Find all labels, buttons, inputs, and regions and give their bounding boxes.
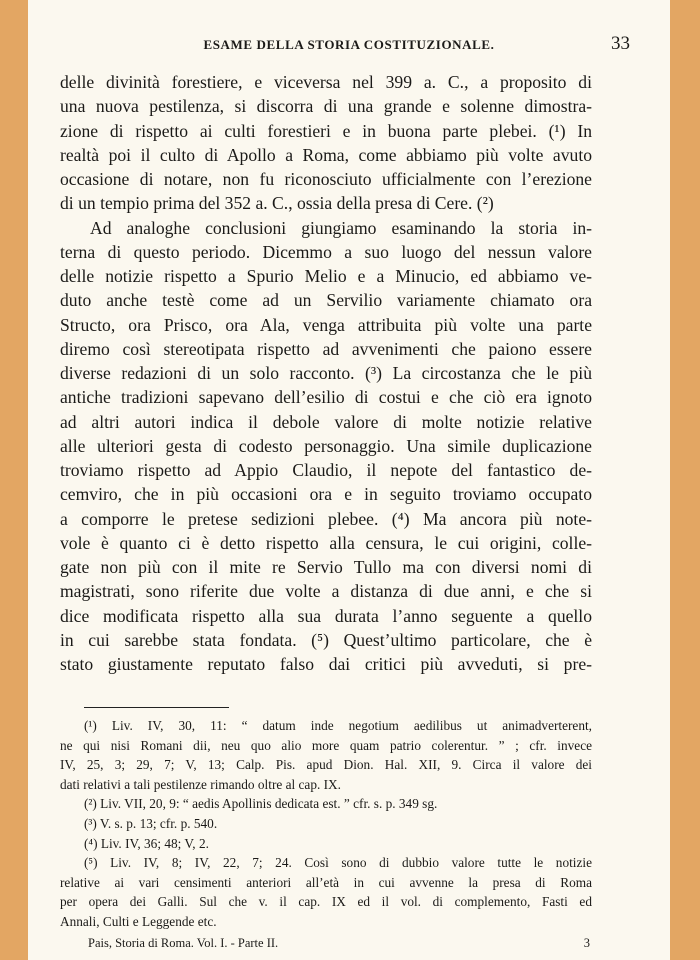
body-line: vole è quanto ci è detto rispetto alla censura, le cui origini, colle-: [60, 532, 592, 553]
body-line: troviamo rispetto ad Appio Claudio, il nepote del fantastico de-: [60, 460, 592, 480]
body-line: magistrati, sono riferite due volte a distanza di due anni, e che si: [60, 581, 592, 602]
body-line: alle ulteriori gesta di codesto personaggio. Una simile duplicazione: [60, 435, 592, 456]
body-text: [60, 70, 592, 676]
footnote-line: (²) Liv. VII, 20, 9: “ aedis Apollinis dedicata est. ” cfr. s. p. 349 sg.: [84, 796, 438, 812]
body-line: Structo, ora Prisco, ora Ala, venga attribuita più volte una parte: [60, 314, 592, 335]
footnote-line: relative ai vari censimenti anteriori all’età in cui avvenne la presa di Roma: [60, 874, 592, 890]
running-title: ESAME DELLA STORIA COSTITUZIONALE.: [203, 37, 495, 52]
body-line: stato giustamente reputato falso dai critici più avveduti, si pre-: [60, 654, 592, 674]
footnote-line: (¹) Liv. IV, 30, 11: “ datum inde negotium aedilibus ut animadverterent,: [84, 718, 592, 733]
body-line: diverse redazioni di un solo racconto. (³) La circostanza che le più: [60, 363, 592, 383]
body-line: delle notizie rispetto a Spurio Melio e a Minucio, ed abbiamo ve-: [60, 266, 592, 286]
body-line: dice modificata rispetto alla sua durata l’anno seguente a quello: [60, 605, 592, 626]
body-line: terna di questo periodo. Dicemmo a suo luogo del nessun valore: [60, 241, 592, 262]
footnote-line: (⁴) Liv. IV, 36; 48; V, 2.: [84, 835, 209, 851]
body-line: di un tempio prima del 352 a. C., ossia della presa di Cere. (²): [60, 193, 494, 214]
body-line: a comporre le pretese sedizioni plebee. (⁴) Ma ancora più note-: [60, 508, 592, 529]
body-line: in cui sarebbe stata fondata. (⁵) Quest’ultimo particolare, che è: [60, 629, 592, 650]
footnote-line: dati relativi a tali pestilenze rimando oltre al cap. IX.: [60, 776, 341, 792]
body-line: antiche tradizioni sapevano dell’esilio di costui e che ciò era ignoto: [60, 387, 592, 408]
body-line: zione di rispetto ai culti forestieri e in buona parte plebei. (¹) In: [60, 120, 592, 141]
body-line: delle divinità forestiere, e viceversa nel 399 a. C., a proposito di: [60, 72, 592, 92]
body-line: Ad analoghe conclusioni giungiamo esaminando la storia in-: [90, 217, 592, 238]
body-line: duto anche testè come ad un Servilio variamente chiamato ora: [60, 290, 592, 311]
page-number: 33: [611, 33, 630, 54]
footnote-line: (³) V. s. p. 13; cfr. p. 540.: [84, 815, 218, 831]
footer-citation: Pais, Storia di Roma. Vol. I. - Parte II.: [88, 936, 279, 950]
page-footer: [60, 936, 592, 954]
body-line: gate non più con il mite re Servio Tullo ma con diversi nomi di: [60, 557, 592, 577]
signature-mark: 3: [583, 936, 590, 950]
footnote-line: per opera dei Galli. Sul che v. il cap. IX ed il vol. di complemento, Fasti ed: [60, 894, 592, 910]
body-line: cemviro, che in più occasioni ora e in seguito troviamo occupato: [60, 484, 592, 505]
body-line: ad altri autori indica il debole valore di molte notizie relative: [60, 411, 592, 432]
body-line: occasione di notare, non fu riconosciuto ufficialmente con l’erezione: [60, 169, 592, 189]
book-page: [28, 0, 670, 960]
footnotes: [60, 716, 592, 932]
body-line: realtà poi il culto di Apollo a Roma, come abbiamo più volte avuto: [60, 144, 592, 165]
footnote-line: IV, 25, 3; 29, 7; V, 13; Calp. Pis. apud Dion. Hal. XII, 9. Circa il valore dei: [60, 757, 592, 773]
running-head: [28, 33, 670, 61]
body-line: diremo così stereotipata rispetto ad avvenimenti che paiono essere: [60, 338, 592, 359]
footnote-line: (⁵) Liv. IV, 8; IV, 22, 7; 24. Così sono di dubbio valore tutte le notizie: [84, 855, 592, 871]
footnote-rule: [84, 707, 229, 708]
body-line: una nuova pestilenza, si discorra di una grande e solenne dimostra-: [60, 96, 592, 117]
footnote-line: Annali, Culti e Leggende etc.: [60, 913, 217, 929]
footnote-line: ne qui nisi Romani dii, neu quo alio more quam patrio colerentur. ” ; cfr. invece: [60, 737, 592, 753]
